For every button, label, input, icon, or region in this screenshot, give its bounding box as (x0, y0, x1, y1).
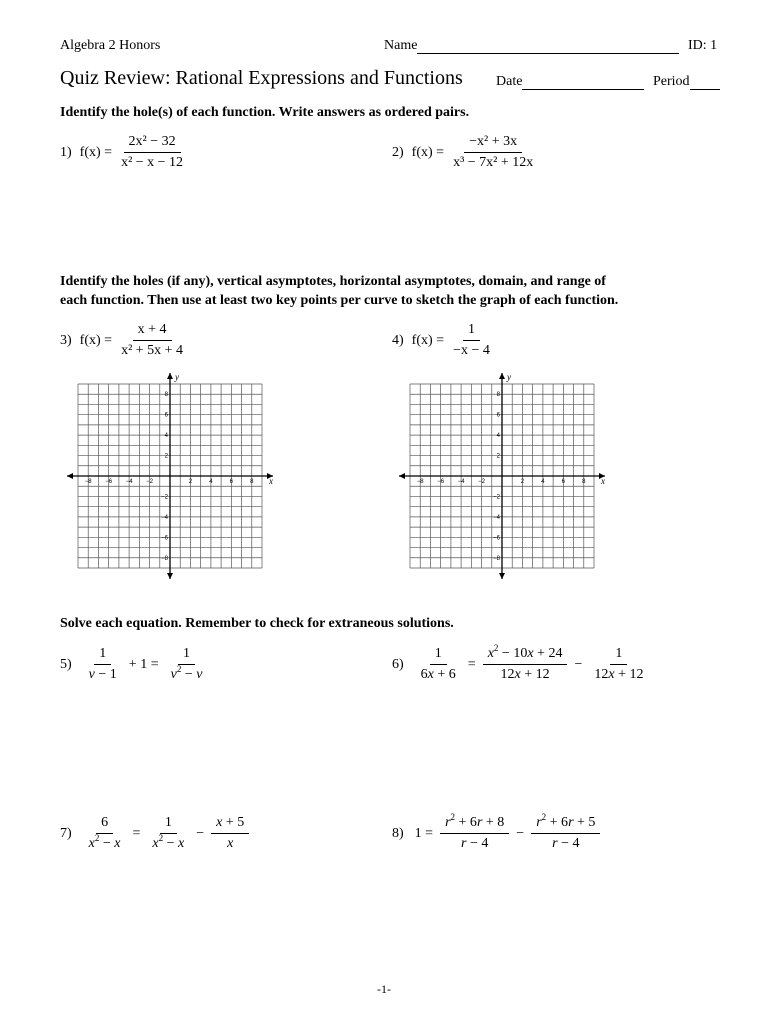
name-field[interactable] (384, 38, 679, 54)
section-2-line-2: each function. Then use at least two key points per curve to sketch the graph of each function. (60, 293, 619, 308)
arrow-up-icon (499, 373, 505, 379)
problem-2 (392, 134, 542, 171)
problem-number: 4) (392, 332, 404, 348)
problem-8: 8) 1 = $\frac{r^2 + 6r + 8}{r - 4}$ − $\frac{r^2 + 6r + 5}{r - 4}$ (392, 815, 604, 852)
numerator: x + 4 (133, 322, 172, 341)
x-tick-label: 6 (561, 479, 566, 485)
coordinate-grid-1[interactable] (64, 370, 276, 582)
y-tick-label: 6 (164, 412, 168, 419)
x-tick-label: −6 (105, 479, 113, 485)
problem-1 (60, 134, 192, 171)
x-axis-label: x (269, 476, 273, 486)
arrow-down-icon (499, 573, 505, 579)
x-axis-label: x (601, 476, 605, 486)
y-tick-label: 4 (164, 433, 168, 440)
problem-5: 5) $\frac{1}{v - 1}$ + 1 = $\frac{1}{v^2 - v}$ (60, 646, 211, 683)
fraction: $\frac{x^2 - 10x + 24}{12x + 12}$ (483, 646, 568, 683)
numerator: 2x² − 32 (124, 134, 181, 153)
name-blank[interactable] (417, 39, 679, 54)
page-title: Quiz Review: Rational Expressions and Functions (60, 67, 463, 89)
section-2-line-1: Identify the holes (if any), vertical asymptotes, horizontal asymptotes, domain, and range of (60, 274, 606, 289)
problem-7: 7) $\frac{6}{x^2 - x}$ = $\frac{1}{x^2 - x}$ − $\frac{x + 5}{x}$ (60, 815, 253, 852)
function-lhs: f(x) = (79, 332, 113, 348)
id-label: ID: 1 (688, 38, 718, 53)
numerator: −x² + 3x (464, 134, 522, 153)
denominator: x³ − 7x² + 12x (453, 155, 534, 170)
period-blank[interactable] (690, 75, 720, 90)
coordinate-grid-2[interactable] (396, 370, 608, 582)
x-tick-label: 4 (541, 479, 545, 485)
denominator: −x − 4 (453, 343, 490, 358)
y-tick-label: 8 (164, 392, 168, 399)
x-tick-label: −8 (416, 479, 424, 485)
x-tick-label: −6 (437, 479, 445, 485)
x-tick-label: 2 (520, 479, 525, 485)
y-tick-label: −8 (161, 555, 168, 562)
arrow-up-icon (167, 373, 173, 379)
arrow-left-icon (67, 473, 73, 479)
x-tick-label: −4 (125, 479, 133, 485)
period-label: Period (653, 74, 690, 89)
y-tick-label: −2 (161, 494, 168, 501)
y-tick-label: 8 (496, 392, 500, 399)
x-tick-label: 8 (582, 479, 586, 485)
section-1-instructions: Identify the hole(s) of each function. Write answers as ordered pairs. (60, 105, 470, 120)
y-tick-label: 2 (164, 453, 168, 460)
problem-number: 5) (60, 656, 72, 672)
problem-number: 3) (60, 332, 72, 348)
section-3-instructions: Solve each equation. Remember to check for extraneous solutions. (60, 616, 454, 631)
denominator: x² + 5x + 4 (121, 343, 184, 358)
fraction: $\frac{1}{6x + 6}$ (420, 646, 456, 682)
x-tick-label: −4 (457, 479, 465, 485)
fraction: $\frac{1}{v^2 - v}$ (170, 646, 203, 682)
arrow-left-icon (399, 473, 405, 479)
fraction (116, 134, 188, 171)
problem-number: 6) (392, 656, 404, 672)
problem-number: 7) (60, 825, 72, 841)
date-blank[interactable] (522, 75, 644, 90)
x-tick-label: −8 (84, 479, 92, 485)
y-tick-label: 6 (496, 412, 500, 419)
problem-number: 1) (60, 144, 72, 160)
y-axis-label: y (175, 372, 179, 382)
problem-4 (392, 322, 499, 359)
function-lhs: f(x) = (79, 144, 113, 160)
fraction: $\frac{1}{x^2 - x}$ (152, 815, 185, 851)
problem-number: 8) (392, 825, 404, 841)
problem-6: 6) $\frac{1}{6x + 6}$ = $\frac{x^2 - 10x + 24}{12x + 12}$ − $\frac{1}{12x + 12}$ (392, 646, 652, 683)
numerator: 1 (463, 322, 480, 341)
y-tick-label: −4 (493, 514, 500, 521)
fraction: $\frac{r^2 + 6r + 5}{r - 4}$ (531, 815, 600, 852)
period-field[interactable] (653, 74, 720, 90)
fraction: $\frac{6}{x^2 - x}$ (88, 815, 121, 851)
x-tick-label: 8 (250, 479, 254, 485)
date-field[interactable] (496, 74, 644, 90)
problem-number: 2) (392, 144, 404, 160)
fraction: $\frac{1}{v - 1}$ (88, 646, 117, 682)
y-tick-label: −6 (493, 535, 500, 542)
x-tick-label: −2 (146, 479, 153, 485)
y-tick-label: −2 (493, 494, 500, 501)
section-2-instructions (60, 272, 618, 310)
x-tick-label: 6 (229, 479, 234, 485)
x-tick-label: −2 (478, 479, 485, 485)
denominator: x² − x − 12 (121, 155, 184, 170)
name-label: Name (384, 38, 418, 53)
fraction: $\frac{x + 5}{x}$ (211, 815, 249, 852)
function-lhs: f(x) = (411, 332, 445, 348)
fraction (116, 322, 188, 359)
arrow-down-icon (167, 573, 173, 579)
date-label: Date (496, 74, 523, 89)
x-tick-label: 4 (209, 479, 213, 485)
y-tick-label: −6 (161, 535, 168, 542)
y-tick-label: −8 (493, 555, 500, 562)
function-lhs: f(x) = (411, 144, 445, 160)
y-axis-label: y (507, 372, 511, 382)
y-tick-label: 4 (496, 433, 500, 440)
y-tick-label: −4 (161, 514, 168, 521)
fraction (448, 134, 538, 171)
course-name: Algebra 2 Honors (60, 38, 161, 53)
problem-3 (60, 322, 192, 359)
y-tick-label: 2 (496, 453, 500, 460)
page-number: -1- (377, 982, 391, 996)
x-tick-label: 2 (188, 479, 193, 485)
fraction: $\frac{r^2 + 6r + 8}{r - 4}$ (440, 815, 509, 852)
fraction: $\frac{1}{12x + 12}$ (594, 646, 644, 682)
fraction (448, 322, 495, 359)
